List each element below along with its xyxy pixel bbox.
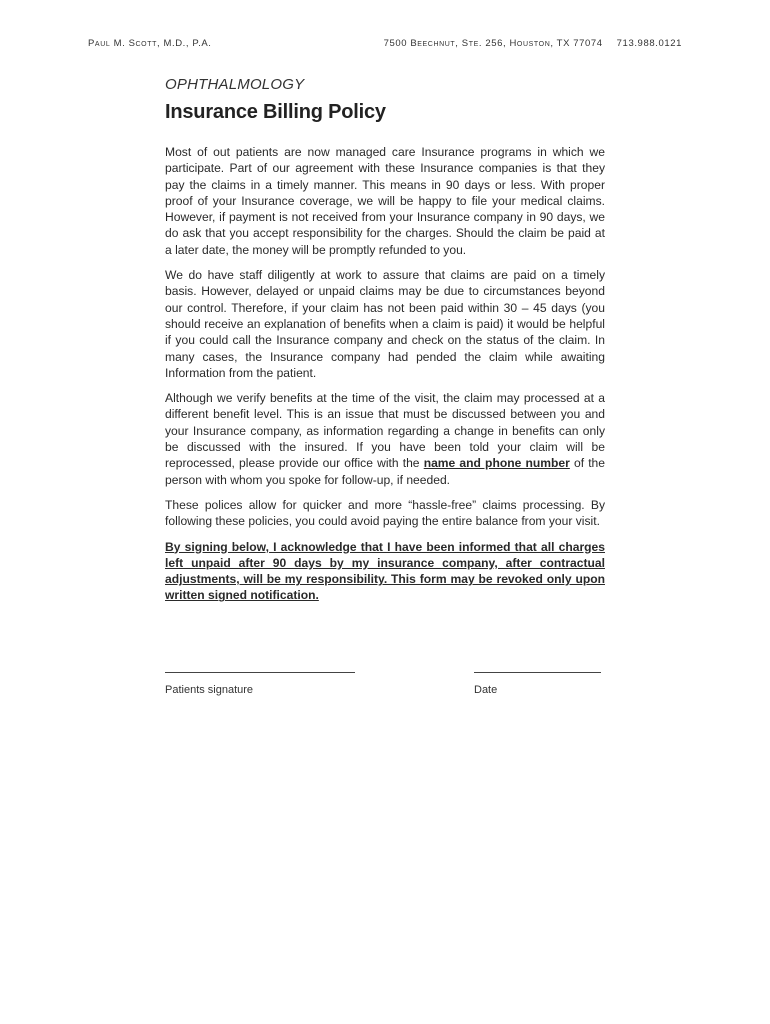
name-and-phone-emphasis: name and phone number <box>423 456 570 471</box>
paragraph-delayed-claims: We do have staff diligently at work to assure that claims are paid on a timely basis. However, delayed or unpaid claims may be due to circumstances beyond our control. Therefore, if your claim has not been paid within 30 – 45 days (you should receive an explanation of benefits when a claim is paid) it would be helpful if you could call the Insurance company and check on the status of the claim. In many cases, the Insurance company had pended the claim while awaiting Information from the patient. <box>165 268 605 380</box>
paragraph-benefit-verification <box>165 390 605 488</box>
practice-address: 7500 Beechnut, Ste. 256, Houston, TX 77074 <box>383 38 603 49</box>
paragraph-policy-benefit: These polices allow for quicker and more “hassle-free” claims processing. By following these policies, you could avoid paying the entire balance from your visit. <box>165 497 605 529</box>
policy-document <box>165 76 605 613</box>
patient-signature-line[interactable] <box>165 672 355 673</box>
practice-name: Paul M. Scott, M.D., P.A. <box>88 38 212 49</box>
paragraph-text-end: of the person with whom you spoke for follow-up, if needed. <box>165 456 606 487</box>
date-signature-line[interactable] <box>474 672 601 673</box>
date-label: Date <box>474 684 498 696</box>
paragraph-claims-timing: Most of out patients are now managed care Insurance programs in which we participate. Part of our agreement with these Insurance companies is that they pay the claims in a timely manner. This means in 90 days or less. With proper proof of your Insurance coverage, we will be happy to file your medical claims. However, if payment is not received from your Insurance company in 90 days, we do ask that you accept responsibility for the charges. Should the claim be paid at a later date, the money will be promptly refunded to you. <box>165 145 605 257</box>
practice-contact <box>384 38 682 49</box>
paragraph-text-start: Although we verify benefits at the time of the visit, the claim may processed at a different benefit level. This is an issue that must be discussed between you and your Insurance company, as information regarding a change in benefits can only be discussed with the insured. If you have been told your claim will be reprocessed, please provide our office with the <box>165 391 605 471</box>
department-heading: OPHTHALMOLOGY <box>165 76 305 93</box>
page-title: Insurance Billing Policy <box>165 101 386 123</box>
practice-phone: 713.988.0121 <box>616 38 682 49</box>
acknowledgement-statement: By signing below, I acknowledge that I have been informed that all charges left unpaid after 90 days by my insurance company, after contractual adjustments, will be my responsibility. This form may be revoked only upon written signed notification. <box>165 539 605 603</box>
patient-signature-label: Patients signature <box>165 684 254 696</box>
